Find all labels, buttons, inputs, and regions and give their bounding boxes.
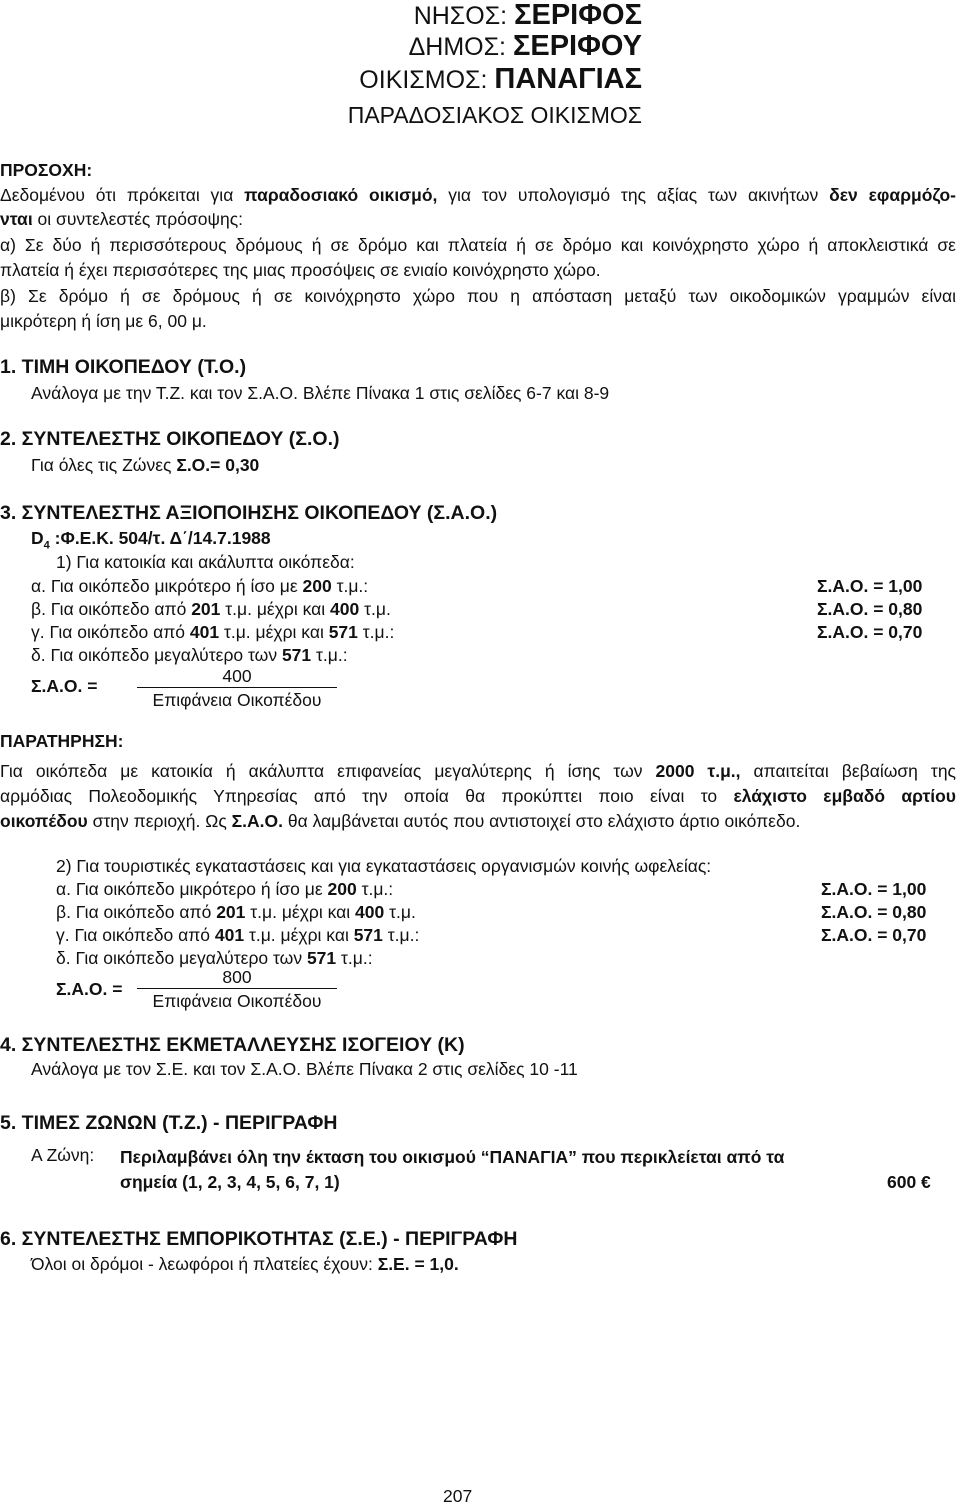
warning-line-3: α) Σε δύο ή περισσότερους δρόμους ή σε δρόμο και πλατεία ή σε δρόμο και κοινόχρηστο χώρο ή αποκλειστικά σε bbox=[0, 235, 956, 255]
formula-2-numerator: 800 bbox=[222, 967, 252, 987]
zone-label: Α Ζώνη: bbox=[31, 1145, 95, 1165]
page-number: 207 bbox=[443, 1486, 473, 1506]
group-2-row-c-value: Σ.Α.Ο. = 0,70 bbox=[821, 925, 927, 945]
note-line-3: οικοπέδου στην περιοχή. Ως Σ.Α.Ο. θα λαμβάνεται αυτός που αντιστοιχεί στο ελάχιστο άρτιο οικόπεδο. bbox=[0, 811, 801, 831]
group-2-row-d: δ. Για οικόπεδο μεγαλύτερο των 571 τ.μ.: bbox=[56, 948, 373, 968]
section-6-title: 6. ΣΥΝΤΕΛΕΣΤΗΣ ΕΜΠΟΡΙΚΟΤΗΤΑΣ (Σ.Ε.) - ΠΕΡΙΓΡΑΦΗ bbox=[0, 1228, 518, 1250]
section-5-title: 5. ΤΙΜΕΣ ΖΩΝΩΝ (Τ.Ζ.) - ΠΕΡΙΓΡΑΦΗ bbox=[0, 1112, 338, 1134]
section-1-text: Ανάλογα με την Τ.Ζ. και τον Σ.Α.Ο. Βλέπε Πίνακα 1 στις σελίδες 6-7 και 8-9 bbox=[31, 383, 610, 403]
zone-description-line-2: σημεία (1, 2, 3, 4, 5, 6, 7, 1) bbox=[120, 1172, 340, 1192]
section-2-title: 2. ΣΥΝΤΕΛΕΣΤΗΣ ΟΙΚΟΠΕΔΟΥ (Σ.Ο.) bbox=[0, 428, 340, 450]
header-settlement: ΟΙΚΙΣΜΟΣ: ΠΑΝΑΓΙΑΣ bbox=[359, 63, 642, 95]
section-3-reference: $D_4$ :Φ.Ε.Κ. 504/τ. Δ΄/14.7.1988 bbox=[31, 528, 271, 552]
note-title: ΠΑΡΑΤΗΡΗΣΗ: bbox=[0, 731, 124, 751]
group-1-row-c: γ. Για οικόπεδο από 401 τ.μ. μέχρι και 571 τ.μ.: bbox=[31, 622, 395, 642]
group-2-row-a-value: Σ.Α.Ο. = 1,00 bbox=[821, 879, 927, 899]
note-line-2: αρμόδιας Πολεοδομικής Υπηρεσίας από την οποία θα προκύπτει ποιο είναι το ελάχιστο εμβαδό αρτίου bbox=[0, 786, 956, 806]
header-municipality: ΔΗΜΟΣ: ΣΕΡΙΦΟΥ bbox=[408, 30, 642, 62]
warning-title: ΠΡΟΣΟΧΗ: bbox=[0, 160, 93, 180]
zone-description-line-1: Περιλαμβάνει όλη την έκταση του οικισμού “ΠΑΝΑΓΙΑ” που περικλείεται από τα bbox=[120, 1147, 785, 1167]
group-1-title: 1) Για κατοικία και ακάλυπτα οικόπεδα: bbox=[56, 552, 355, 572]
group-1-row-d: δ. Για οικόπεδο μεγαλύτερο των 571 τ.μ.: bbox=[31, 645, 348, 665]
header-settlement-type: ΠΑΡΑΔΟΣΙΑΚΟΣ ΟΙΚΙΣΜΟΣ bbox=[347, 102, 642, 128]
group-2-row-a: α. Για οικόπεδο μικρότερο ή ίσο με 200 τ.μ.: bbox=[56, 879, 394, 899]
warning-line-6: μικρότερη ή ίση με 6, 00 μ. bbox=[0, 311, 207, 331]
warning-line-4: πλατεία ή έχει περισσότερες της μιας προσόψεις σε ενιαίο κοινόχρηστο χώρο. bbox=[0, 260, 601, 280]
group-1-row-a-value: Σ.Α.Ο. = 1,00 bbox=[817, 576, 923, 596]
section-6-text: Όλοι οι δρόμοι - λεωφόροι ή πλατείες έχουν: Σ.Ε. = 1,0. bbox=[31, 1254, 459, 1274]
formula-2-fraction-bar bbox=[137, 988, 337, 989]
group-1-row-b-value: Σ.Α.Ο. = 0,80 bbox=[817, 599, 923, 619]
group-2-row-b-value: Σ.Α.Ο. = 0,80 bbox=[821, 902, 927, 922]
section-4-text: Ανάλογα με τον Σ.Ε. και τον Σ.Α.Ο. Βλέπε Πίνακα 2 στις σελίδες 10 -11 bbox=[31, 1059, 578, 1079]
section-4-title: 4. ΣΥΝΤΕΛΕΣΤΗΣ ΕΚΜΕΤΑΛΛΕΥΣΗΣ ΙΣΟΓΕΙΟΥ (Κ) bbox=[0, 1034, 465, 1056]
group-1-row-a: α. Για οικόπεδο μικρότερο ή ίσο με 200 τ.μ.: bbox=[31, 576, 369, 596]
group-1-row-c-value: Σ.Α.Ο. = 0,70 bbox=[817, 622, 923, 642]
formula-1-fraction-bar bbox=[137, 687, 337, 688]
group-1-row-b: β. Για οικόπεδο από 201 τ.μ. μέχρι και 400 τ.μ. bbox=[31, 599, 391, 619]
formula-1-denominator: Επιφάνεια Οικοπέδου bbox=[152, 690, 322, 710]
group-2-title: 2) Για τουριστικές εγκαταστάσεις και για εγκαταστάσεις οργανισμών κοινής ωφελείας: bbox=[56, 856, 712, 876]
formula-1-numerator: 400 bbox=[222, 666, 252, 686]
formula-1-lhs: Σ.Α.Ο. = bbox=[31, 676, 98, 696]
group-2-row-b: β. Για οικόπεδο από 201 τ.μ. μέχρι και 400 τ.μ. bbox=[56, 902, 416, 922]
section-3-title: 3. ΣΥΝΤΕΛΕΣΤΗΣ ΑΞΙΟΠΟΙΗΣΗΣ ΟΙΚΟΠΕΔΟΥ (Σ.Α.Ο.) bbox=[0, 502, 498, 524]
warning-line-1: Δεδομένου ότι πρόκειται για παραδοσιακό οικισμό, για τον υπολογισμό της αξίας των ακινήτων δεν εφαρμόζο- bbox=[0, 185, 957, 205]
warning-line-5: β) Σε δρόμο ή σε δρόμους ή σε κοινόχρηστο χώρο που η απόσταση μεταξύ των οικοδομικών γραμμών είναι bbox=[0, 286, 956, 306]
zone-price: 600 € bbox=[887, 1172, 931, 1192]
header-island: ΝΗΣΟΣ: ΣΕΡΙΦΟΣ bbox=[413, 0, 642, 31]
warning-line-2: νται οι συντελεστές πρόσοψης: bbox=[0, 209, 244, 229]
section-1-title: 1. ΤΙΜΗ ΟΙΚΟΠΕΔΟΥ (Τ.Ο.) bbox=[0, 356, 247, 378]
section-2-text: Για όλες τις Ζώνες Σ.Ο.= 0,30 bbox=[31, 455, 260, 475]
group-2-row-c: γ. Για οικόπεδο από 401 τ.μ. μέχρι και 571 τ.μ.: bbox=[56, 925, 420, 945]
note-line-1: Για οικόπεδα με κατοικία ή ακάλυπτα επιφανείας μεγαλύτερης ή ίσης των 2000 τ.μ., απαιτείται βεβαίωση της bbox=[0, 761, 956, 781]
formula-2-lhs: Σ.Α.Ο. = bbox=[56, 979, 123, 999]
formula-2-denominator: Επιφάνεια Οικοπέδου bbox=[152, 991, 322, 1011]
